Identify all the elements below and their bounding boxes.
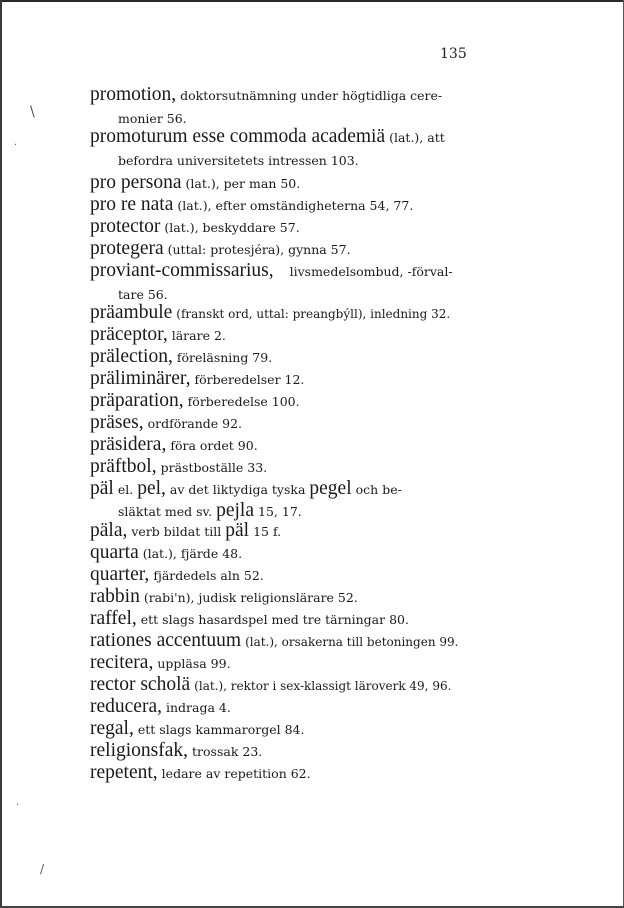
margin-mark: ·	[16, 800, 20, 811]
glossary-entry: pro re nata (lat.), efter omständigheterna 54, 77.	[90, 194, 414, 215]
glossary-entry: rector scholä (lat.), rektor i sex-klassigt läroverk 49, 96.	[90, 674, 452, 695]
glossary-entry: präambule (franskt ord, uttal: preangbýll), inledning 32.	[90, 302, 451, 323]
glossary-entry-continuation: befordra universitetets intressen 103.	[118, 153, 359, 168]
glossary-entry: rationes accentuum (lat.), orsakerna till betoningen 99.	[90, 630, 459, 651]
glossary-entry: präceptor, lärare 2.	[90, 324, 226, 345]
glossary-entry: repetent, ledare av repetition 62.	[90, 762, 311, 783]
margin-mark: ·	[14, 140, 18, 151]
glossary-entry: protegera (uttal: protesjéra), gynna 57.	[90, 238, 351, 259]
glossary-entry: prälection, föreläsning 79.	[90, 346, 273, 367]
glossary-entry: promotion, doktorsutnämning under högtidliga cere-	[90, 84, 443, 105]
glossary-entry-continuation: tare 56.	[118, 287, 168, 302]
glossary-entry: pro persona (lat.), per man 50.	[90, 172, 301, 193]
margin-mark: \	[30, 104, 35, 120]
margin-mark: /	[40, 862, 45, 876]
glossary-entry: präparation, förberedelse 100.	[90, 390, 300, 411]
glossary-entry: proviant-commissarius, livsmedelsombud, -förval-	[90, 260, 453, 281]
glossary-entry-continuation: monier 56.	[118, 111, 187, 126]
glossary-entry: präliminärer, förberedelser 12.	[90, 368, 305, 389]
glossary-entry: präses, ordförande 92.	[90, 412, 242, 433]
glossary-entry: reducera, indraga 4.	[90, 696, 231, 717]
glossary-entry: raffel, ett slags hasardspel med tre tärningar 80.	[90, 608, 409, 629]
glossary-entry: religionsfak, trossak 23.	[90, 740, 263, 761]
glossary-entry: quarter, fjärdedels aln 52.	[90, 564, 264, 585]
glossary-entry: päla, verb bildat till päl 15 f.	[90, 520, 282, 541]
glossary-entry: protector (lat.), beskyddare 57.	[90, 216, 300, 237]
glossary-entry: regal, ett slags kammarorgel 84.	[90, 718, 305, 739]
glossary-entry: rabbin (rabi'n), judisk religionslärare 52.	[90, 586, 358, 607]
glossary-entry: päl el. pel, av det liktydiga tyska pegel och be-	[90, 478, 402, 499]
glossary-entry-continuation: släktat med sv. pejla 15, 17.	[118, 500, 302, 521]
glossary-entry: recitera, uppläsa 99.	[90, 652, 231, 673]
page-number: 135	[440, 46, 467, 62]
glossary-entry: quarta (lat.), fjärde 48.	[90, 542, 243, 563]
glossary-entry: präsidera, föra ordet 90.	[90, 434, 258, 455]
glossary-entry: präftbol, prästboställe 33.	[90, 456, 268, 477]
glossary-entry: promoturum esse commoda academiä (lat.), att	[90, 126, 445, 147]
